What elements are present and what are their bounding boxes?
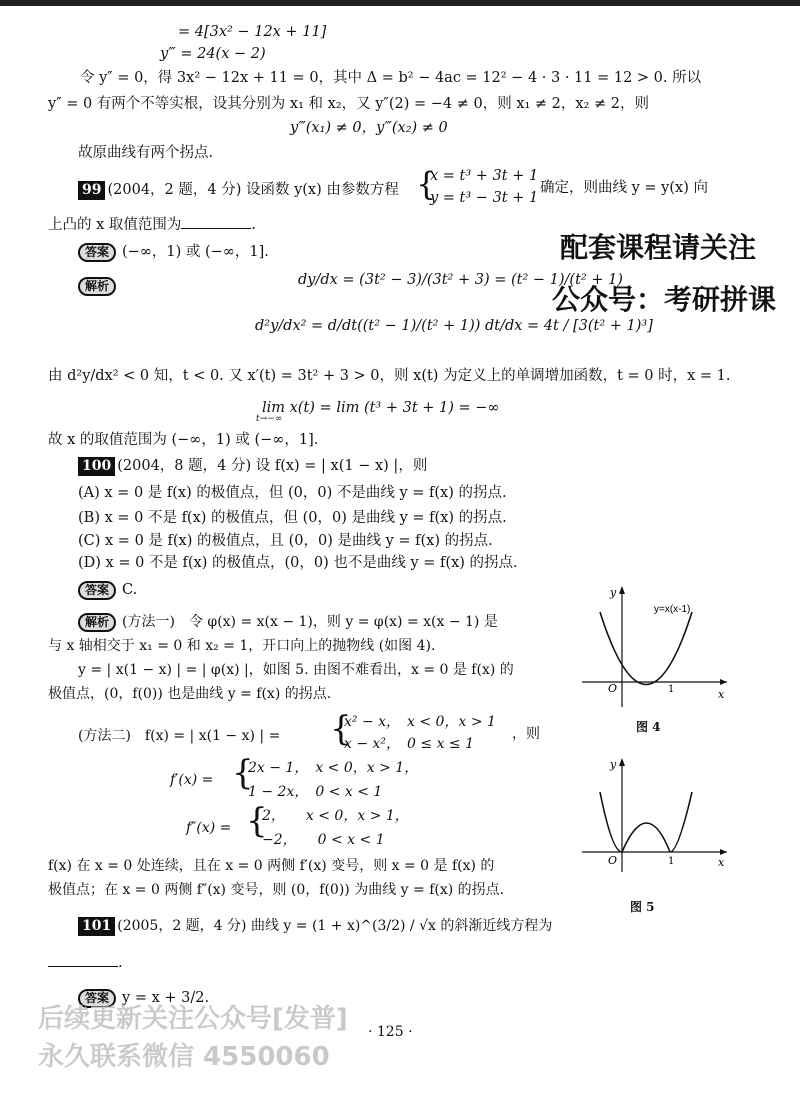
y-arrow-icon [619,586,625,594]
answer-badge: 答案 [78,989,116,1008]
q101-blank-row: . [48,952,123,973]
q99-stem-2: 确定，则曲线 y = y(x) 向 [540,180,708,196]
q101-stem: 101 (2005，2 题，4 分) 曲线 y = (1 + x)^(3/2) / √x 的斜渐近线方程为 [78,916,552,936]
brace-2: { [232,753,254,793]
fprime-piece-1: 2x − 1， x < 0，x > 1， [248,760,419,776]
q99-eq3: lim x(t) = lim (t³ + 3t + 1) = −∞ [262,400,500,416]
brace-1: { [330,709,352,749]
eq-line-2: y‴ = 24(x − 2) [160,46,266,62]
q100-option-a: (A) x = 0 是 f(x) 的极值点，但 (0，0) 不是曲线 y = f(x) 的拐点. [78,485,507,501]
q100-option-d: (D) x = 0 不是 f(x) 的极值点，(0，0) 也不是曲线 y = f(x) 的拐点. [78,555,518,571]
x-arrow-icon [720,849,727,855]
watermark-account: 公众号：考研拼课 [552,283,777,316]
fdoubleprime-lhs: f″(x) = [186,820,232,836]
top-border [0,0,800,6]
y-arrow-icon [619,758,625,766]
answer-blank [48,952,118,967]
q99-system-1: x = t³ + 3t + 1 [430,168,539,184]
figure-4-caption: 图 4 [636,720,661,734]
m2-tail: ，则 [512,726,540,742]
fprime-lhs: f′(x) = [170,772,214,788]
figure-4 [572,582,732,712]
q99-number: 99 [78,181,105,200]
q100-method2-b: f(x) 在 x = 0 处连续，且在 x = 0 两侧 f′(x) 变号，则 x = 0 是 f(x) 的 [48,858,495,874]
eq-line-5: y‴(x₁) ≠ 0，y‴(x₂) ≠ 0 [290,120,448,136]
q99-eq2: d²y/dx² = d/dt((t² − 1)/(t² + 1)) dt/dx = 4t / [3(t² + 1)³] [255,318,653,334]
m2-piece-2: x − x²， 0 ≤ x ≤ 1 [344,736,475,752]
q100-method1-a: 解析 (方法一) 令 φ(x) = x(x − 1)，则 y = φ(x) = x(x − 1) 是 [78,612,498,632]
q99-text5: 故 x 的取值范围为 (−∞，1) 或 (−∞，1]. [48,432,319,448]
q99-stem: 99 (2004，2 题，4 分) 设函数 y(x) 由参数方程 [78,180,399,200]
answer-badge: 答案 [78,243,116,262]
q100-number: 100 [78,457,115,476]
answer-blank [181,214,251,229]
q100-stem: 100 (2004，8 题，4 分) 设 f(x) = | x(1 − x) |，则 [78,456,427,476]
q99-stem-3: 上凸的 x 取值范围为 . [48,214,256,235]
page-number: · 125 · [368,1024,413,1040]
fdoubleprime-piece-1: 2， x < 0，x > 1， [262,808,409,824]
tick-1-label: 1 [668,684,675,695]
watermark-wechat: 永久联系微信 4550060 [38,1042,330,1072]
q99-eq1: dy/dx = (3t² − 3)/(3t² + 3) = (t² − 1)/(t² + 1) [298,272,623,288]
q99-analysis-badge-row [78,276,122,296]
q100-option-c: (C) x = 0 是 f(x) 的极值点，且 (0，0) 是曲线 y = f(x) 的拐点. [78,533,493,549]
m2-piece-1: x² − x， x < 0，x > 1 [344,714,496,730]
text-line-3: 令 y″ = 0，得 3x² − 12x + 11 = 0，其中 Δ = b² − 4ac = 12² − 4 · 3 · 11 = 12 > 0. 所以 [80,70,702,86]
q101-number: 101 [78,917,115,936]
tick-1-label: 1 [668,856,675,867]
eq-line-1: = 4[3x² − 12x + 11] [178,24,327,40]
watermark-course: 配套课程请关注 [560,231,757,264]
abs-curve [600,792,692,852]
fdoubleprime-piece-2: −2， 0 < x < 1 [262,832,385,848]
x-axis-label: x [718,856,725,869]
x-arrow-icon [720,679,727,685]
q99-system-2: y = t³ − 3t + 1 [430,190,539,206]
q99-brace: { [416,165,437,203]
origin-label: O [608,854,618,867]
watermark-update: 后续更新关注公众号[发普] [38,1004,348,1034]
origin-label: O [608,682,618,695]
parabola-curve [600,612,692,685]
figure-5 [572,754,732,874]
q99-answer: 答案 (−∞，1) 或 (−∞，1]. [78,242,269,262]
q100-option-b: (B) x = 0 不是 f(x) 的极值点，但 (0，0) 是曲线 y = f(x) 的拐点. [78,510,507,526]
figure-5-caption: 图 5 [630,900,655,914]
answer-badge: 答案 [78,581,116,600]
q100-method1-c: y = | x(1 − x) | = | φ(x) |，如图 5. 由图不难看出，x = 0 是 f(x) 的 [78,662,514,678]
q100-method1-d: 极值点，(0，f(0)) 也是曲线 y = f(x) 的拐点. [48,686,332,702]
text-line-6: 故原曲线有两个拐点. [78,145,214,161]
q100-method2-c: 极值点；在 x = 0 两侧 f″(x) 变号，则 (0，f(0)) 为曲线 y = f(x) 的拐点. [48,882,505,898]
text-line-4: y″ = 0 有两个不等实根，设其分别为 x₁ 和 x₂，又 y″(2) = −4 ≠ 0，则 x₁ ≠ 2，x₂ ≠ 2，则 [48,96,649,112]
x-axis-label: x [718,688,725,701]
q100-method1-b: 与 x 轴相交于 x₁ = 0 和 x₂ = 1，开口向上的抛物线 (如图 4). [48,638,436,654]
q101-answer: 答案 y = x + 3/2. [78,988,209,1008]
fprime-piece-2: 1 − 2x， 0 < x < 1 [248,784,383,800]
q99-text4: 由 d²y/dx² < 0 知，t < 0. 又 x′(t) = 3t² + 3 > 0，则 x(t) 为定义上的单调增加函数，t = 0 时，x = 1. [48,368,731,384]
curve-label: y=x(x-1) [654,604,691,615]
q99-eq3-sub: t→−∞ [256,414,283,424]
brace-3: { [246,801,268,841]
q100-method2-a: (方法二) f(x) = | x(1 − x) | = [78,728,281,744]
q100-answer: 答案 C. [78,580,137,600]
y-axis-label: y [610,586,617,599]
analysis-badge: 解析 [78,277,116,296]
analysis-badge: 解析 [78,613,116,632]
y-axis-label: y [610,758,617,771]
